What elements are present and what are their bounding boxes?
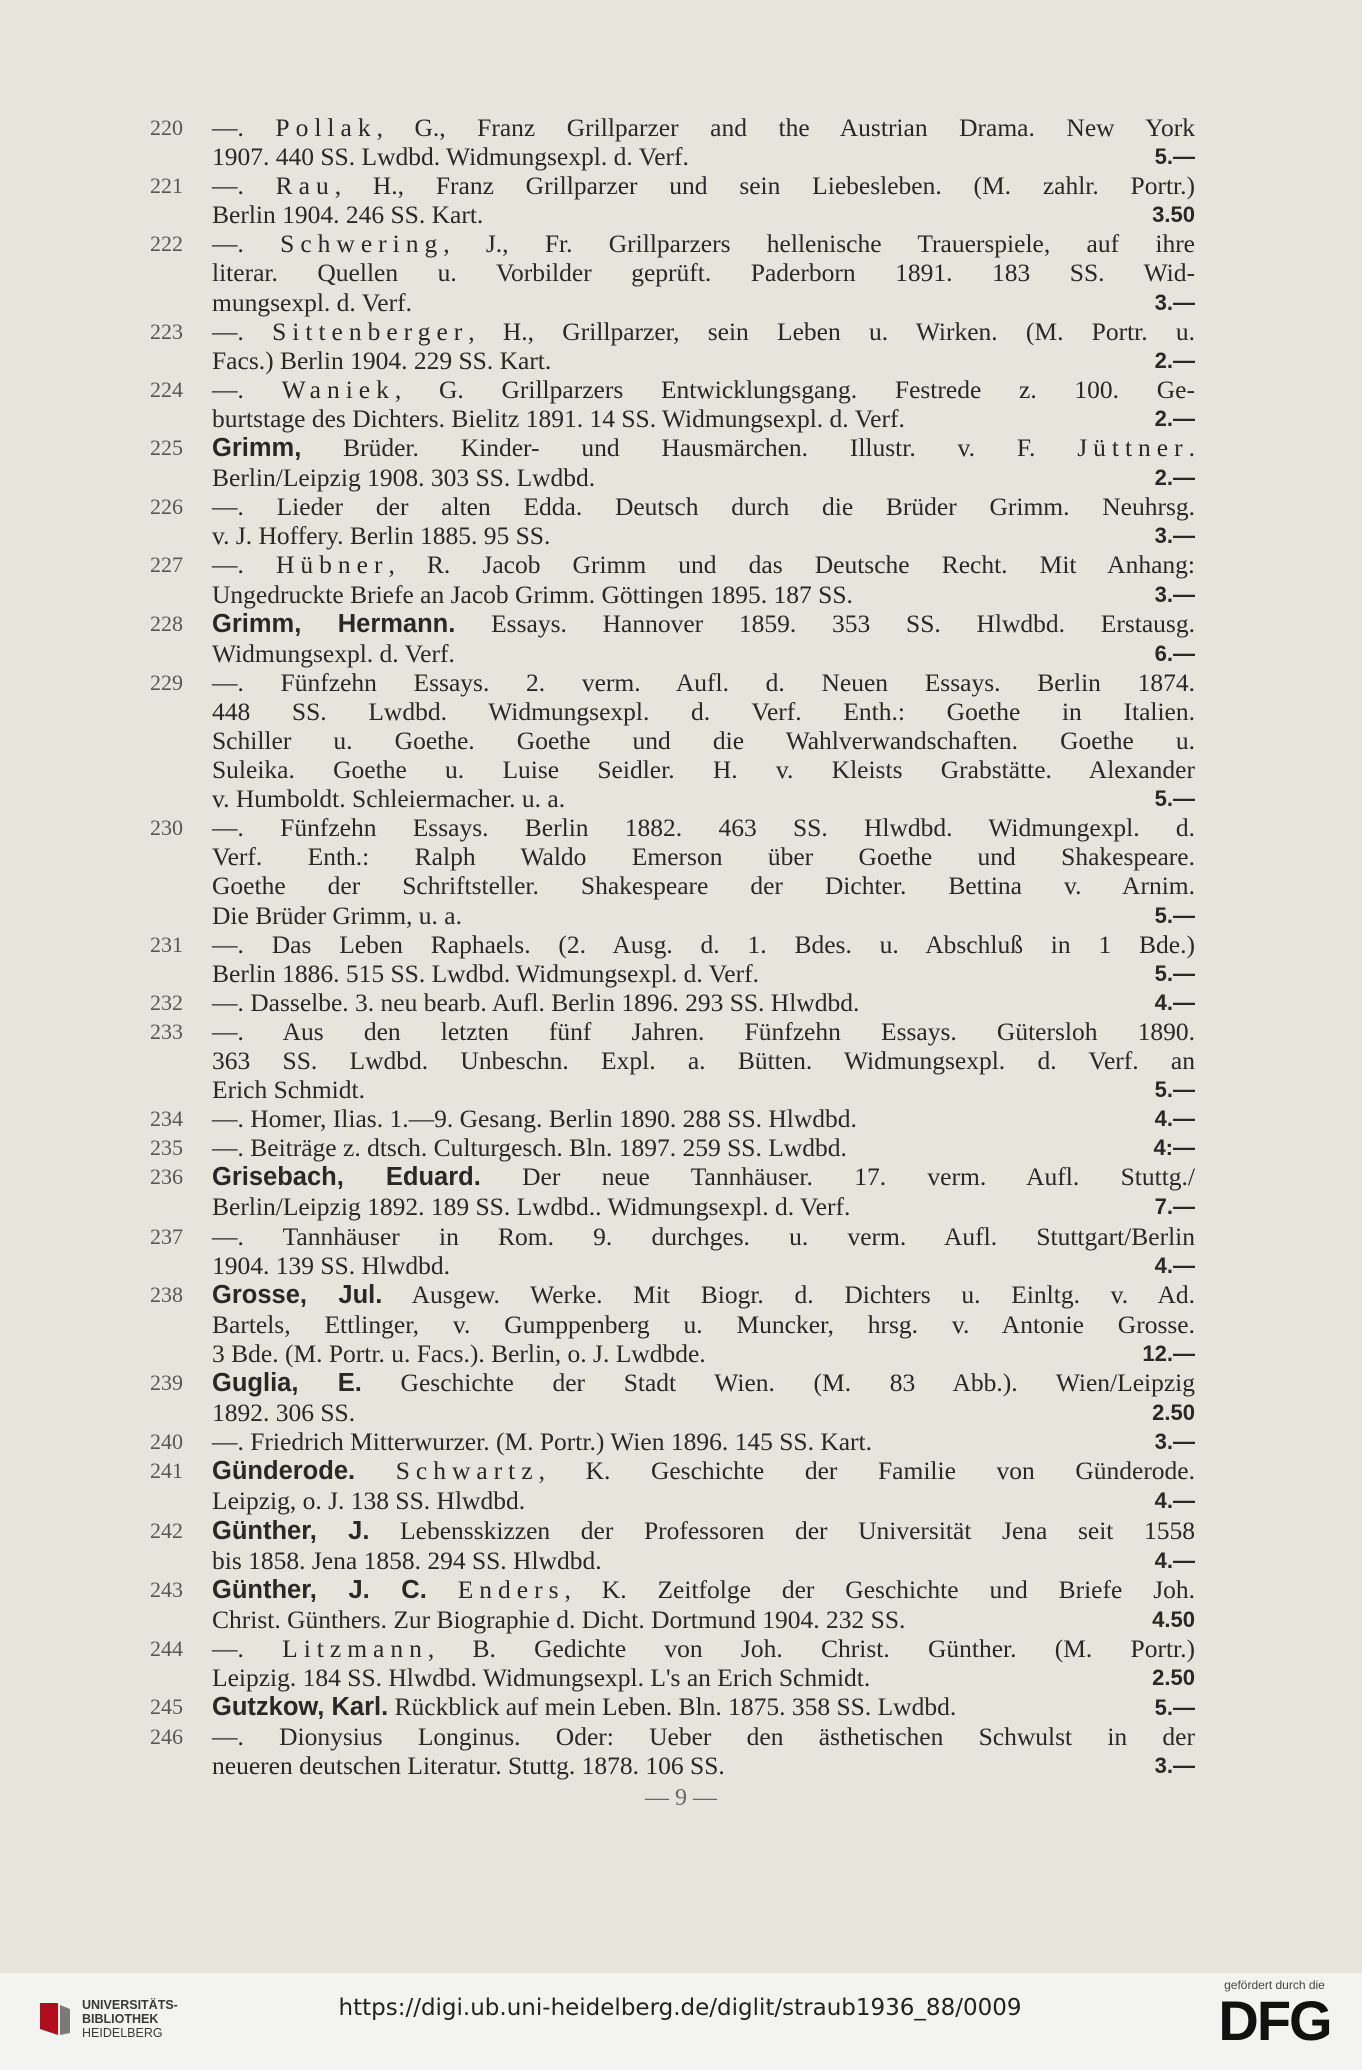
entry-text-line: [212, 959, 1195, 988]
entry-text: 448 SS. Lwdbd. Widmungsexpl. d. Verf. Enth.: Goethe in Italien.: [212, 696, 1195, 726]
author-name: Sittenberger: [272, 316, 469, 346]
entry-text: Schiller u. Goethe. Goethe und die Wahlverwandschaften. Goethe u.: [212, 725, 1195, 755]
entry-text-line: [212, 521, 1195, 550]
entry-text: Rückblick auf mein Leben. Bln. 1875. 358 SS. Lwdbd.: [388, 1692, 957, 1722]
entry-number: 239: [150, 1370, 183, 1396]
catalog-entry: [150, 433, 1195, 492]
entry-price: 3.50: [1152, 202, 1195, 228]
entry-text-line: [212, 463, 1195, 492]
entry-text: 3 Bde. (M. Portr. u. Facs.). Berlin, o. J. Lwdbde.: [212, 1338, 706, 1368]
entry-text: Suleika. Goethe u. Luise Seidler. H. v. Kleists Grabstätte. Alexander: [212, 755, 1195, 785]
entry-number: 241: [150, 1458, 183, 1484]
catalog-entry: [150, 668, 1195, 813]
entry-number: 237: [150, 1223, 183, 1249]
catalog-entry: [150, 317, 1195, 375]
entry-number: 220: [150, 115, 183, 140]
entry-number: 225: [150, 435, 183, 461]
entry-text-line: [212, 404, 1195, 433]
entry-text-line: [212, 1427, 1195, 1456]
entry-text: Berlin/Leipzig 1908. 303 SS. Lwdbd.: [212, 463, 596, 493]
entry-text-line: [212, 1192, 1195, 1221]
entry-text-line: [212, 200, 1195, 229]
catalog-entry: [150, 1427, 1195, 1456]
entry-text: —.: [212, 113, 276, 142]
entry-text-line: [212, 668, 1195, 697]
entry-text: , H., Grillparzer, sein Leben u. Wirken. (M. Portr. u.: [468, 316, 1195, 346]
entry-text-line: [212, 258, 1195, 287]
entry-text-line: [212, 842, 1195, 871]
entry-text-line: [212, 901, 1195, 930]
catalog-entry: [150, 1456, 1195, 1515]
author-name: Litzmann: [282, 1633, 428, 1663]
entry-text-line: [212, 1456, 1195, 1486]
entry-text-line: [212, 755, 1195, 784]
entry-text-line: [212, 1222, 1195, 1251]
catalog-entry: [150, 988, 1195, 1017]
author-name: Enders: [457, 1574, 565, 1604]
author-name: Waniek: [281, 374, 395, 404]
entry-text: Erich Schmidt.: [212, 1075, 365, 1105]
entry-price: 3.—: [1154, 1753, 1195, 1779]
entry-text: Berlin/Leipzig 1892. 189 SS. Lwdbd.. Widmungsexpl. d. Verf.: [212, 1192, 851, 1222]
entry-text: [355, 1456, 396, 1485]
author-name: Pollak: [275, 113, 377, 142]
catalog-entry: [150, 609, 1195, 668]
entry-text: Geschichte der Stadt Wien. (M. 83 Abb.). Wien/Leipzig: [361, 1368, 1195, 1398]
author-name: Schwartz: [395, 1456, 539, 1486]
entry-number: 233: [150, 1018, 183, 1044]
entry-text-line: [212, 1663, 1195, 1692]
entry-number: 244: [150, 1635, 183, 1661]
entry-number: 238: [150, 1281, 183, 1307]
library-name-line1: UNIVERSITÄTS-: [82, 1998, 178, 2012]
entry-text-line: [212, 1546, 1195, 1575]
entry-text: Der neue Tannhäuser. 17. verm. Aufl. Stuttg./: [480, 1162, 1195, 1192]
entry-price: 6.—: [1154, 640, 1195, 666]
author-heading: Günther, J.: [212, 1516, 370, 1545]
entry-text-line: [212, 1162, 1195, 1192]
entry-price: 5.—: [1154, 902, 1195, 928]
permalink-url[interactable]: https://digi.ub.uni-heidelberg.de/diglit/straub1936_88/0009: [338, 1995, 1022, 2021]
entry-text: —. Homer, Ilias. 1.—9. Gesang. Berlin 1890. 288 SS. Hlwdbd.: [212, 1104, 857, 1134]
entry-number: 230: [150, 815, 183, 841]
entry-text-line: [212, 930, 1195, 959]
entry-text: —.: [212, 1633, 283, 1663]
author-heading: Grosse, Jul.: [212, 1280, 383, 1309]
entry-text: Verf. Enth.: Ralph Waldo Emerson über Goethe und Shakespeare.: [212, 842, 1195, 872]
entry-price: 3.—: [1154, 581, 1195, 607]
entry-number: 240: [150, 1429, 183, 1455]
entry-text-line: [212, 580, 1195, 609]
entry-text-line: [212, 784, 1195, 813]
entry-price: 12.—: [1142, 1340, 1195, 1366]
catalog-entry: [150, 930, 1195, 988]
page-number: — 9 —: [645, 1785, 717, 1811]
entry-text: —.: [212, 171, 276, 201]
entry-number: 245: [150, 1694, 183, 1720]
author-name: Jüttner: [1077, 433, 1189, 463]
entry-text-line: [212, 1017, 1195, 1046]
entry-text: Essays. Hannover 1859. 353 SS. Hlwdbd. Erstausg.: [455, 608, 1195, 638]
catalog-entries: [150, 113, 1195, 1780]
entry-text: , G., Franz Grillparzer and the Austrian Drama. New York: [376, 113, 1195, 142]
entry-text: —. Dionysius Longinus. Oder: Ueber den ästhetischen Schwulst in der: [212, 1722, 1195, 1752]
entry-text: .: [1188, 433, 1195, 463]
entry-text: [427, 1575, 458, 1604]
entry-price: 5.—: [1154, 960, 1195, 986]
entry-text: —. Friedrich Mitterwurzer. (M. Portr.) Wien 1896. 145 SS. Kart.: [212, 1427, 872, 1457]
entry-text-line: [212, 288, 1195, 317]
entry-price: 5.—: [1154, 1077, 1195, 1103]
entry-text: v. J. Hoffery. Berlin 1885. 95 SS.: [212, 521, 551, 551]
entry-number: 235: [150, 1135, 183, 1161]
entry-text: —.: [212, 374, 282, 404]
entry-text: , K. Zeitfolge der Geschichte und Briefe Joh.: [564, 1574, 1196, 1604]
entry-text-line: [212, 1310, 1195, 1339]
entry-text-line: [212, 171, 1195, 200]
entry-text: —.: [212, 229, 281, 259]
entry-price: 2.50: [1152, 1664, 1195, 1690]
entry-text: Christ. Günthers. Zur Biographie d. Dicht. Dortmund 1904. 232 SS.: [212, 1604, 906, 1634]
entry-text-line: [212, 1368, 1195, 1398]
entry-price: 3.—: [1154, 1429, 1195, 1455]
entry-text: literar. Quellen u. Vorbilder geprüft. Paderborn 1891. 183 SS. Wid-: [212, 258, 1195, 288]
entry-text-line: [212, 142, 1195, 171]
author-heading: Grisebach, Eduard.: [212, 1163, 481, 1192]
entry-text-line: [212, 317, 1195, 346]
entry-price: 2.50: [1152, 1400, 1195, 1426]
author-name: Schwering: [280, 229, 444, 259]
entry-price: 4.—: [1154, 1106, 1195, 1132]
entry-text: —. Beiträge z. dtsch. Culturgesch. Bln. 1897. 259 SS. Lwdbd.: [212, 1133, 847, 1163]
dfg-wordmark: DFG: [1218, 1989, 1331, 2052]
entry-text-line: [212, 229, 1195, 258]
entry-text-line: [212, 1575, 1195, 1605]
entry-text-line: [212, 697, 1195, 726]
funder-tagline: gefördert durch die: [1224, 1978, 1325, 1992]
entry-price: 5.—: [1154, 144, 1195, 170]
entry-text: —. Fünfzehn Essays. Berlin 1882. 463 SS. Hlwdbd. Widmungexpl. d.: [212, 813, 1195, 843]
entry-text: Widmungsexpl. d. Verf.: [212, 638, 455, 668]
entry-price: 4.—: [1154, 1547, 1195, 1573]
entry-text-line: [212, 1280, 1195, 1310]
entry-price: 2.—: [1154, 465, 1195, 491]
catalog-entry: [150, 1133, 1195, 1162]
catalog-entry: [150, 1017, 1195, 1104]
entry-number: 223: [150, 318, 183, 344]
entry-text: Leipzig, o. J. 138 SS. Hlwdbd.: [212, 1486, 526, 1516]
entry-number: 222: [150, 231, 183, 257]
entry-price: 3.—: [1154, 523, 1195, 549]
entry-text: Brüder. Kinder- und Hausmärchen. Illustr. v. F.: [301, 433, 1078, 463]
entry-price: 4.—: [1154, 1252, 1195, 1278]
entry-text-line: [212, 726, 1195, 755]
entry-text: , K. Geschichte der Familie von Günderode.: [538, 1456, 1196, 1486]
entry-text-line: [212, 1104, 1195, 1133]
entry-text-line: [212, 1075, 1195, 1104]
entry-text-line: [212, 988, 1195, 1017]
entry-number: 232: [150, 989, 183, 1015]
entry-price: 5.—: [1154, 1695, 1195, 1721]
dfg-logo[interactable]: [1207, 1978, 1342, 2050]
entry-price: 2.—: [1154, 405, 1195, 431]
author-heading: Grimm,: [212, 434, 302, 463]
entry-text-line: [212, 550, 1195, 579]
catalog-entry: [150, 1104, 1195, 1133]
entry-price: 7.—: [1154, 1194, 1195, 1220]
catalog-entry: [150, 1516, 1195, 1575]
catalog-entry: [150, 229, 1195, 316]
catalog-entry: [150, 1575, 1195, 1634]
entry-text: —. Dasselbe. 3. neu bearb. Aufl. Berlin 1896. 293 SS. Hlwdbd.: [212, 987, 860, 1017]
university-library-logo[interactable]: [38, 1998, 178, 2040]
entry-number: 246: [150, 1724, 183, 1750]
entry-number: 228: [150, 610, 183, 636]
entry-text: , R. Jacob Grimm und das Deutsche Recht. Mit Anhang:: [388, 550, 1195, 580]
entry-text-line: [212, 1722, 1195, 1751]
entry-text-line: [212, 1046, 1195, 1075]
entry-text-line: [212, 1516, 1195, 1546]
catalog-entry: [150, 375, 1195, 433]
entry-text-line: [212, 871, 1195, 900]
entry-text-line: [212, 346, 1195, 375]
catalog-entry: [150, 1368, 1195, 1427]
entry-text: Berlin 1886. 515 SS. Lwdbd. Widmungsexpl. d. Verf.: [212, 958, 759, 988]
entry-text: bis 1858. Jena 1858. 294 SS. Hlwdbd.: [212, 1545, 602, 1575]
entry-price: 4:—: [1153, 1135, 1195, 1161]
entry-number: 236: [150, 1164, 183, 1190]
entry-text-line: [212, 492, 1195, 521]
entry-text: neueren deutschen Literatur. Stuttg. 1878. 106 SS.: [212, 1751, 725, 1781]
entry-text: —.: [212, 316, 273, 346]
catalog-entry: [150, 550, 1195, 608]
entry-text-line: [212, 1133, 1195, 1162]
catalog-entry: [150, 492, 1195, 550]
entry-number: 221: [150, 173, 183, 199]
author-name: Hübner: [275, 550, 389, 580]
catalog-entry: [150, 813, 1195, 929]
library-crest-icon: [38, 1999, 72, 2039]
entry-text: mungsexpl. d. Verf.: [212, 287, 412, 317]
entry-price: 3.—: [1154, 289, 1195, 315]
library-name-line2: BIBLIOTHEK: [82, 2012, 159, 2026]
entry-number: 242: [150, 1517, 183, 1543]
entry-text: —. Aus den letzten fünf Jahren. Fünfzehn Essays. Gütersloh 1890.: [212, 1016, 1195, 1046]
entry-text: Leipzig. 184 SS. Hlwdbd. Widmungsexpl. L's an Erich Schmidt.: [212, 1662, 871, 1692]
entry-text: 1904. 139 SS. Hlwdbd.: [212, 1250, 451, 1280]
entry-text-line: [212, 113, 1195, 142]
entry-text-line: [212, 639, 1195, 668]
author-heading: Grimm, Hermann.: [212, 609, 456, 638]
catalog-entry: [150, 1280, 1195, 1368]
entry-text: Berlin 1904. 246 SS. Kart.: [212, 200, 484, 230]
entry-text-line: [212, 1692, 1195, 1722]
author-name: Rau: [275, 171, 335, 201]
entry-text: burtstage des Dichters. Bielitz 1891. 14 SS. Widmungsexpl. d. Verf.: [212, 403, 905, 433]
entry-text: 1892. 306 SS.: [212, 1398, 356, 1428]
entry-number: 224: [150, 376, 183, 402]
entry-text: , B. Gedichte von Joh. Christ. Günther. (M. Portr.): [427, 1633, 1196, 1663]
entry-text: —. Lieder der alten Edda. Deutsch durch die Brüder Grimm. Neuhrsg.: [212, 492, 1195, 522]
entry-price: 4.50: [1152, 1606, 1195, 1632]
entry-price: 2.—: [1154, 347, 1195, 373]
entry-text: , J., Fr. Grillparzers hellenische Trauerspiele, auf ihre: [443, 229, 1195, 259]
catalog-entry: [150, 1162, 1195, 1221]
entry-price: 5.—: [1154, 786, 1195, 812]
entry-text-line: [212, 609, 1195, 639]
entry-text: Goethe der Schriftsteller. Shakespeare der Dichter. Bettina v. Arnim.: [212, 871, 1195, 901]
entry-text: Lebensskizzen der Professoren der Universität Jena seit 1558: [369, 1515, 1195, 1545]
entry-number: 226: [150, 494, 183, 520]
entry-text: , H., Franz Grillparzer und sein Liebesleben. (M. zahlr. Portr.): [334, 171, 1195, 201]
entry-text: —.: [212, 550, 276, 580]
entry-number: 229: [150, 669, 183, 695]
entry-text: 363 SS. Lwdbd. Unbeschn. Expl. a. Bütten. Widmungsexpl. d. Verf. an: [212, 1046, 1195, 1075]
entry-text: Bartels, Ettlinger, v. Gumppenberg u. Muncker, hrsg. v. Antonie Grosse.: [212, 1309, 1195, 1339]
entry-text: Ungedruckte Briefe an Jacob Grimm. Göttingen 1895. 187 SS.: [212, 579, 853, 609]
entry-text-line: [212, 1398, 1195, 1427]
author-heading: Günther, J. C.: [212, 1575, 427, 1604]
entry-text-line: [212, 1605, 1195, 1634]
catalog-entry: [150, 113, 1195, 171]
catalog-entry: [150, 1692, 1195, 1722]
entry-text-line: [212, 1486, 1195, 1515]
catalog-entry: [150, 1722, 1195, 1780]
entry-text-line: [212, 1751, 1195, 1780]
entry-text-line: [212, 1251, 1195, 1280]
entry-text: Facs.) Berlin 1904. 229 SS. Kart.: [212, 345, 552, 375]
entry-text-line: [212, 375, 1195, 404]
author-heading: Gutzkow, Karl.: [212, 1693, 389, 1722]
entry-number: 234: [150, 1106, 183, 1132]
entry-number: 231: [150, 931, 183, 957]
library-name: [82, 1998, 178, 2040]
entry-text: —. Das Leben Raphaels. (2. Ausg. d. 1. Bdes. u. Abschluß in 1 Bde.): [212, 929, 1195, 959]
entry-text: Ausgew. Werke. Mit Biogr. d. Dichters u. Einltg. v. Ad.: [382, 1279, 1196, 1309]
catalog-entry: [150, 1222, 1195, 1280]
entry-text-line: [212, 813, 1195, 842]
entry-price: 4.—: [1154, 1488, 1195, 1514]
catalog-entry: [150, 1634, 1195, 1692]
author-heading: Guglia, E.: [212, 1369, 362, 1398]
entry-number: 227: [150, 552, 183, 578]
catalog-entry: [150, 171, 1195, 229]
entry-text: v. Humboldt. Schleiermacher. u. a.: [212, 784, 566, 814]
entry-text: —. Fünfzehn Essays. 2. verm. Aufl. d. Neuen Essays. Berlin 1874.: [212, 667, 1195, 697]
entry-text: —. Tannhäuser in Rom. 9. durchges. u. verm. Aufl. Stuttgart/Berlin: [212, 1221, 1195, 1251]
entry-text: Die Brüder Grimm, u. a.: [212, 900, 462, 930]
entry-text-line: [212, 1339, 1195, 1368]
entry-text-line: [212, 1634, 1195, 1663]
entry-price: 4.—: [1154, 989, 1195, 1015]
library-name-line3: HEIDELBERG: [82, 2026, 163, 2040]
entry-number: 243: [150, 1576, 183, 1602]
entry-text: , G. Grillparzers Entwicklungsgang. Festrede z. 100. Ge-: [394, 374, 1195, 404]
entry-text: 1907. 440 SS. Lwdbd. Widmungsexpl. d. Verf.: [212, 142, 689, 172]
entry-text-line: [212, 433, 1195, 463]
viewer-footer: [0, 1973, 1362, 2070]
author-heading: Günderode.: [212, 1457, 356, 1486]
